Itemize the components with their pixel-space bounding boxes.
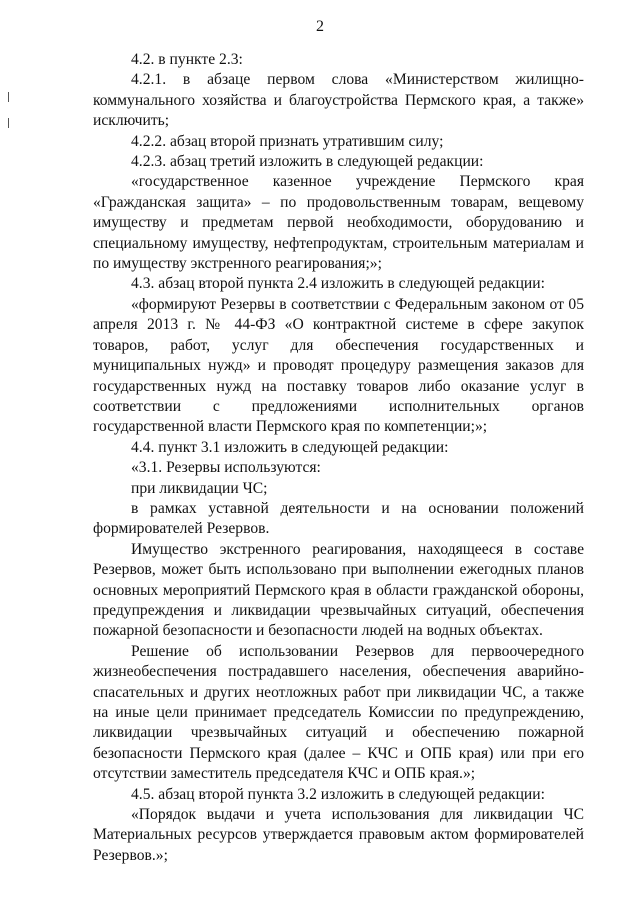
paragraph-4-3: 4.3. абзац второй пункта 2.4 изложить в следующей редакции: [131,275,545,293]
paragraph-3-1-emergency: при ликвидации ЧС; [131,479,268,497]
margin-mark [8,118,9,128]
paragraph-3-1-property: Имущество экстренного реагирования, находящееся в составе Резервов, может быть использовано при выполнении ежегодных планов основных мероприятий Пермского края в области гражданской обороны, предупреждения и ликвидации чрезвычайных ситуаций, обеспечения пожарной безопасности и безопасности людей на водных объектах. [93,540,584,640]
quoted-paragraph-reserves: «формируют Резервы в соответствии с Федеральным законом от 05 апреля 2013 г. № 44-ФЗ «О контрактной системе в сфере закупок товаров, работ, услуг для обеспечения государственных и муниципальных нужд» и проводят процедуру размещения заказов для государственных нужд на поставку товаров либо оказание услуг в соответствии с предложениями исполнительных органов государственной власти Пермского края по компетенции;»; [93,295,584,436]
page-number: 2 [316,18,324,35]
quoted-paragraph-institution: «государственное казенное учреждение Пермского края «Гражданская защита» – по продовольственным товарам, вещевому имуществу и предметам первой необходимости, оборудованию и специальному имуществу, нефтепродуктам, строительным материалам и по имуществу экстренного реагирования;»; [93,173,584,273]
paragraph-4-2-1: 4.2.1. в абзаце первом слова «Министерством жилищно-коммунального хозяйства и благоустройства Пермского края, а также» исключить; [93,71,584,130]
paragraph-4-2-3: 4.2.3. абзац третий изложить в следующей редакции: [131,153,484,171]
paragraph-3-1: «3.1. Резервы используются: [131,459,321,477]
paragraph-3-1-decision: Решение об использовании Резервов для первоочередного жизнеобеспечения пострадавшего населения, обеспечения аварийно-спасательных и других неотложных работ при ликвидации ЧС, а также на иные цели принимает председатель Комиссии по предупреждению, ликвидации чрезвычайных ситуаций и обеспечению пожарной безопасности Пермского края (далее – КЧС и ОПБ края) или при его отсутствии заместитель председателя КЧС и ОПБ края.»; [93,642,584,783]
paragraph-4-5: 4.5. абзац второй пункта 3.2 изложить в следующей редакции: [131,785,545,803]
paragraph-4-2: 4.2. в пункте 2.3: [131,51,243,68]
paragraph-4-2-2: 4.2.2. абзац второй признать утратившим силу; [131,132,444,150]
document-body [93,50,584,866]
paragraph-3-1-statutory: в рамках уставной деятельности и на основании положений формирователей Резервов. [93,499,584,538]
paragraph-4-4: 4.4. пункт 3.1 изложить в следующей редакции: [131,438,449,456]
quoted-paragraph-procedure: «Порядок выдачи и учета использования для ликвидации ЧС Материальных ресурсов утверждается правовым актом формирователей Резервов.»; [93,806,584,864]
margin-mark [8,92,9,102]
